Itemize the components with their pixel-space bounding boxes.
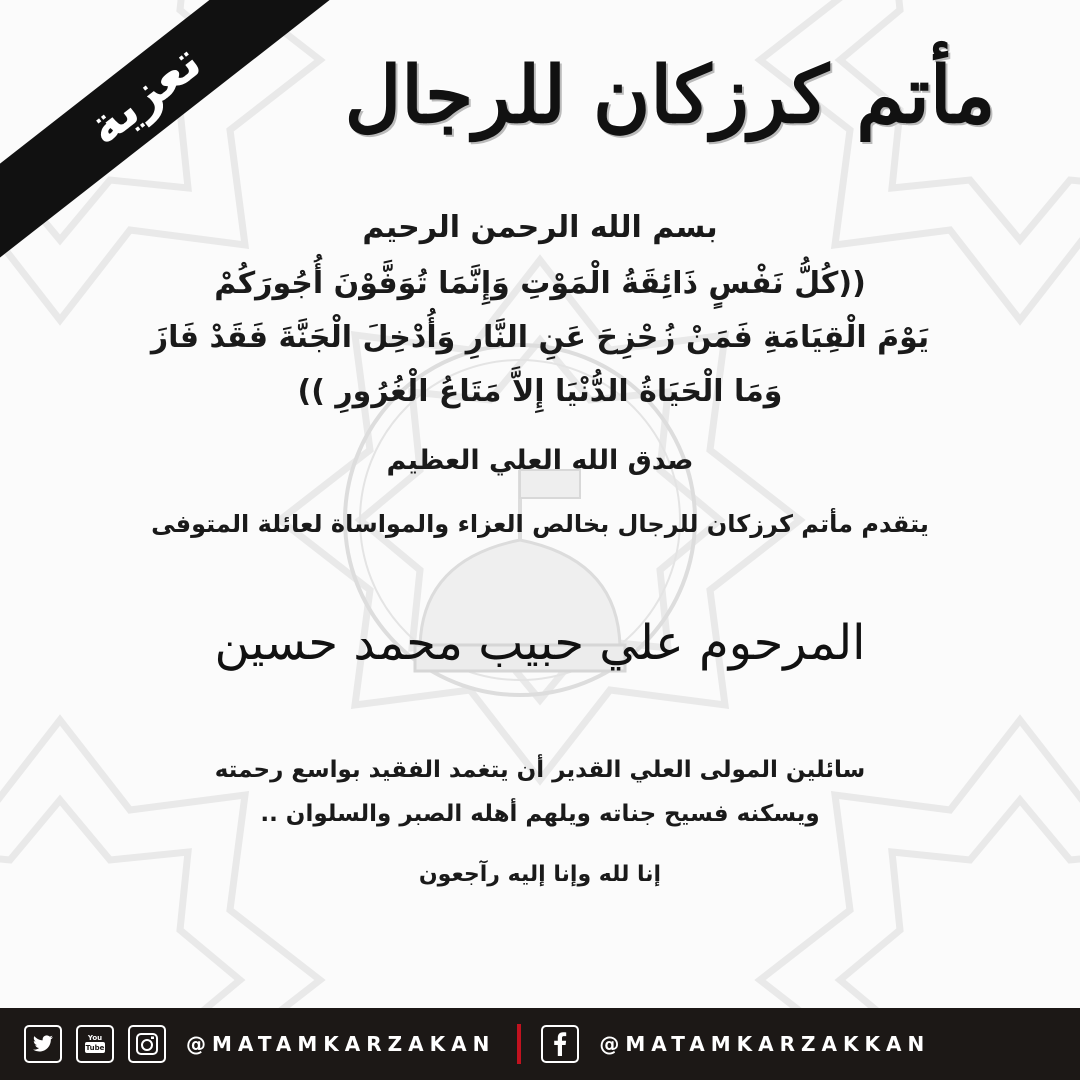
ribbon-label: تعزية [75, 32, 212, 157]
facebook-icon[interactable] [541, 1025, 579, 1063]
svg-text:You: You [87, 1034, 103, 1042]
social-handle-left[interactable]: @MATAMKARZAKAN [186, 1032, 496, 1056]
sadaq-line: صدق الله العلي العظيم [386, 445, 694, 476]
social-handle-right[interactable]: @MATAMKARZAKKAN [599, 1032, 931, 1056]
verse-line: وَمَا الْحَيَاةُ الدُّنْيَا إِلاَّ مَتَاعُ الْغُرُورِ )) [297, 374, 783, 409]
basmala: بسم الله الرحمن الرحيم [362, 210, 718, 245]
svg-text:Tube: Tube [85, 1044, 105, 1052]
condolence-offer: يتقدم مأتم كرزكان للرجال بخالص العزاء والمواساة لعائلة المتوفى [151, 510, 929, 538]
main-content [60, 210, 1020, 538]
prayer-text [60, 748, 1020, 836]
prayer-line: ويسكنه فسيح جناته ويلهم أهله الصبر والسلوان .. [260, 801, 820, 827]
deceased-name: المرحوم علي حبيب محمد حسين [214, 615, 866, 671]
header-calligraphy-logo: مأتم كرزكان للرجال [344, 49, 996, 141]
verse-line: ((كُلُّ نَفْسٍ ذَائِقَةُ الْمَوْتِ وَإِنَّمَا تُوَفَّوْنَ أُجُورَكُمْ [214, 266, 866, 301]
twitter-icon[interactable] [24, 1025, 62, 1063]
closing-phrase: إنا لله وإنا إليه رآجعون [418, 862, 662, 887]
verse-line: يَوْمَ الْقِيَامَةِ فَمَنْ زُحْزِحَ عَنِ النَّارِ وَأُدْخِلَ الْجَنَّةَ فَقَدْ فَازَ [150, 320, 930, 355]
footer-separator [517, 1024, 521, 1064]
youtube-icon[interactable] [76, 1025, 114, 1063]
instagram-icon[interactable] [128, 1025, 166, 1063]
social-footer [0, 1008, 1080, 1080]
prayer-line: سائلين المولى العلي القدير أن يتغمد الفقيد بواسع رحمته [214, 757, 866, 783]
